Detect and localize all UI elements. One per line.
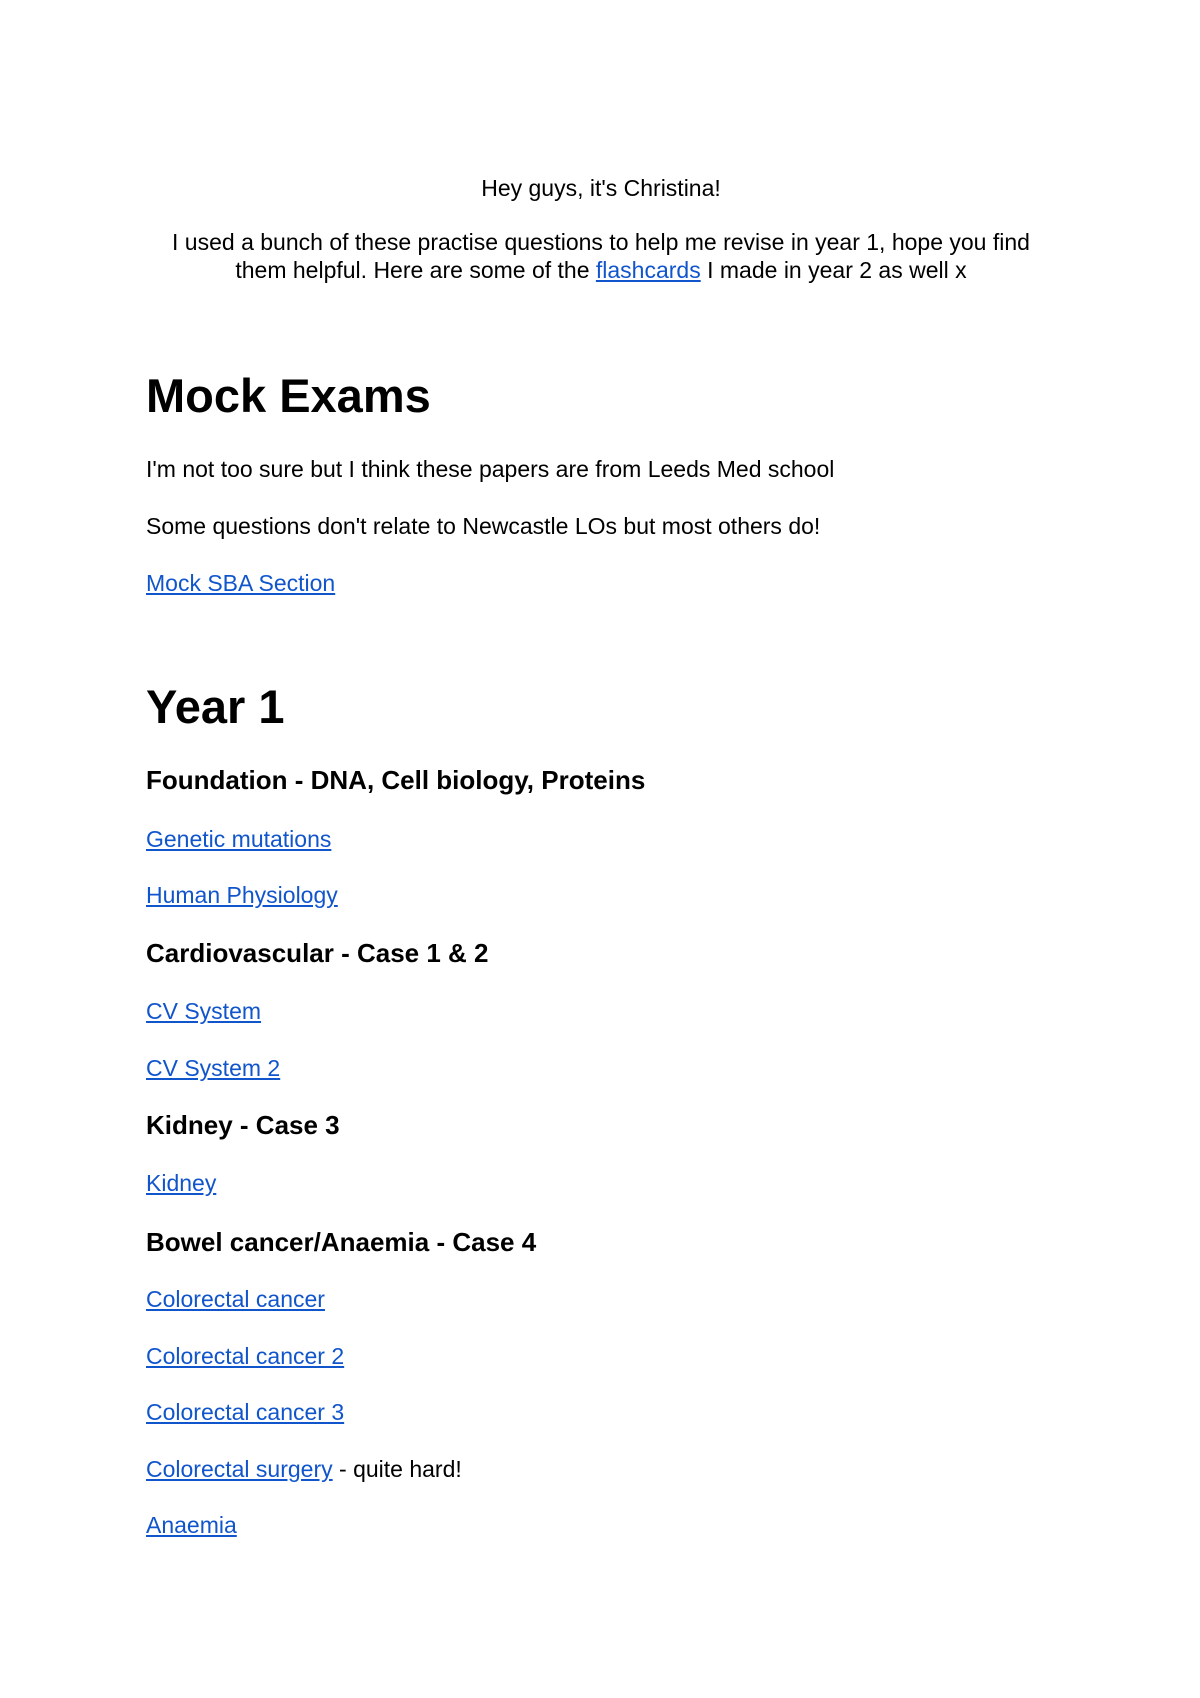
foundation-heading: Foundation - DNA, Cell biology, Proteins bbox=[146, 765, 646, 795]
anaemia-link[interactable]: Anaemia bbox=[146, 1512, 237, 1538]
link-block bbox=[146, 825, 1056, 853]
colorectal-cancer-link[interactable]: Colorectal cancer bbox=[146, 1286, 325, 1312]
mock-exams-heading-block bbox=[146, 368, 1056, 424]
year1-heading: Year 1 bbox=[146, 680, 285, 733]
link-block bbox=[146, 1398, 1056, 1426]
colorectal-surgery-paragraph bbox=[146, 1455, 1056, 1483]
cardiovascular-heading-block bbox=[146, 937, 1056, 969]
link-block bbox=[146, 997, 1056, 1025]
intro-paragraph bbox=[146, 228, 1056, 284]
link-block bbox=[146, 1342, 1056, 1370]
mock-note-1-block bbox=[146, 455, 1056, 483]
intro-text-before: I used a bunch of these practise questions to help me revise in year 1, hope you find them helpful. Here are some of the bbox=[172, 229, 1030, 283]
cv-system-2-link[interactable]: CV System 2 bbox=[146, 1055, 281, 1081]
colorectal-surgery-link[interactable]: Colorectal surgery bbox=[146, 1456, 333, 1482]
intro-section bbox=[146, 174, 1056, 284]
colorectal-cancer-2-link[interactable]: Colorectal cancer 2 bbox=[146, 1343, 345, 1369]
link-block bbox=[146, 1054, 1056, 1082]
intro-text-after: I made in year 2 as well x bbox=[700, 257, 967, 283]
mock-note-2: Some questions don't relate to Newcastle LOs but most others do! bbox=[146, 513, 821, 539]
colorectal-surgery-line bbox=[146, 1455, 1056, 1483]
link-block bbox=[146, 1511, 1056, 1539]
cardiovascular-heading: Cardiovascular - Case 1 & 2 bbox=[146, 938, 489, 968]
mock-sba-link[interactable]: Mock SBA Section bbox=[146, 570, 336, 596]
bowel-heading: Bowel cancer/Anaemia - Case 4 bbox=[146, 1227, 537, 1257]
link-block bbox=[146, 1285, 1056, 1313]
bowel-heading-block bbox=[146, 1226, 1056, 1258]
kidney-link[interactable]: Kidney bbox=[146, 1170, 217, 1196]
link-block bbox=[146, 881, 1056, 909]
year1-heading-block bbox=[146, 679, 1056, 735]
cv-system-link[interactable]: CV System bbox=[146, 998, 262, 1024]
mock-note-1: I'm not too sure but I think these papers are from Leeds Med school bbox=[146, 456, 835, 482]
greeting-text: Hey guys, it's Christina! bbox=[481, 175, 721, 201]
kidney-heading-block bbox=[146, 1109, 1056, 1141]
mock-note-2-block bbox=[146, 512, 1056, 540]
flashcards-link[interactable]: flashcards bbox=[595, 257, 701, 283]
mock-exams-heading: Mock Exams bbox=[146, 369, 431, 422]
human-physiology-link[interactable]: Human Physiology bbox=[146, 882, 338, 908]
kidney-heading: Kidney - Case 3 bbox=[146, 1110, 340, 1140]
colorectal-surgery-note: - quite hard! bbox=[332, 1456, 462, 1482]
genetic-mutations-link[interactable]: Genetic mutations bbox=[146, 826, 332, 852]
mock-sba-link-block bbox=[146, 569, 1056, 597]
foundation-heading-block bbox=[146, 764, 1056, 796]
link-block bbox=[146, 1169, 1056, 1197]
colorectal-cancer-3-link[interactable]: Colorectal cancer 3 bbox=[146, 1399, 345, 1425]
